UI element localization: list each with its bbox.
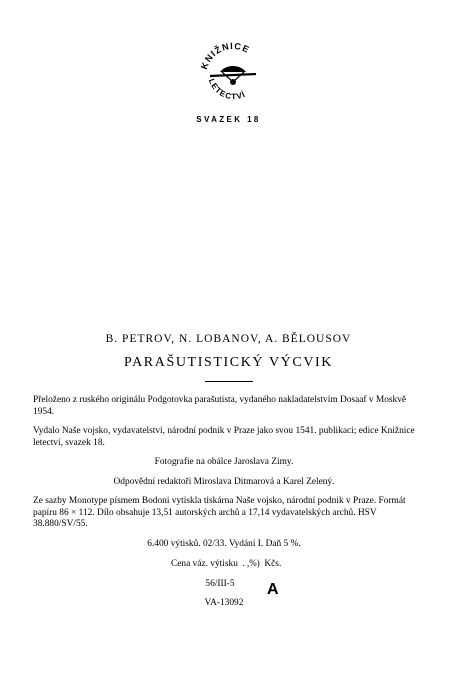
price-currency: Kčs. <box>264 559 282 569</box>
photo-credit: Fotografie na obálce Jaroslava Zimy. <box>154 457 294 467</box>
editors-note: Odpovědní redaktoři Miroslava Ditmarová a Karel Zelený. <box>113 476 335 487</box>
code-line: 56/III-5 <box>205 578 235 589</box>
logo-bottom-text: LETECTVÍ <box>206 77 248 102</box>
va-number: VA-13092 <box>204 598 244 608</box>
book-title: PARAŠUTISTICKÝ VÝCVIK <box>123 355 334 370</box>
svg-text:LETECTVÍ <box>207 77 247 101</box>
category-stamp: A <box>267 581 279 598</box>
logo-top-text: KNIŽNICE <box>198 40 252 71</box>
print-details: Ze sazby Monotype písmem Bodoni vytiskla tiskárna Naše vojsko, národní podnik v Praze. Formát papíru 86 × 112. Dílo obsahuje 13,51 autorských archů a 17,14 vydavatelských archů. HSV 38.880/SV/55. <box>33 496 406 529</box>
svg-text:KNIŽNICE <box>199 41 252 71</box>
handwritten-mark-icon: . ,%) <box>240 558 263 568</box>
knihovna-letectvi-logo <box>196 38 270 108</box>
price-label: Cena váz. výtisku <box>171 559 238 569</box>
copies-line: 6.400 výtisků. 02/33. Vydání I. Daň 5 %. <box>147 538 301 549</box>
imprint-block <box>33 395 415 618</box>
publisher-note: Vydalo Naše vojsko, vydavatelství, národní podnik v Praze jako svou 1541. publikaci; edice Knižnice letectví, svazek 18. <box>33 426 415 448</box>
translation-note: Přeloženo z ruského originálu Podgotovka parašutista, vydaného nakladatelstvím Dosaaf v Moskvě 1954. <box>33 395 407 417</box>
book-authors: B. PETROV, N. LOBANOV, A. BĚLOUSOV <box>105 333 352 345</box>
price-line <box>33 558 415 571</box>
title-divider <box>205 381 253 382</box>
series-label: SVAZEK 18 <box>196 115 261 124</box>
